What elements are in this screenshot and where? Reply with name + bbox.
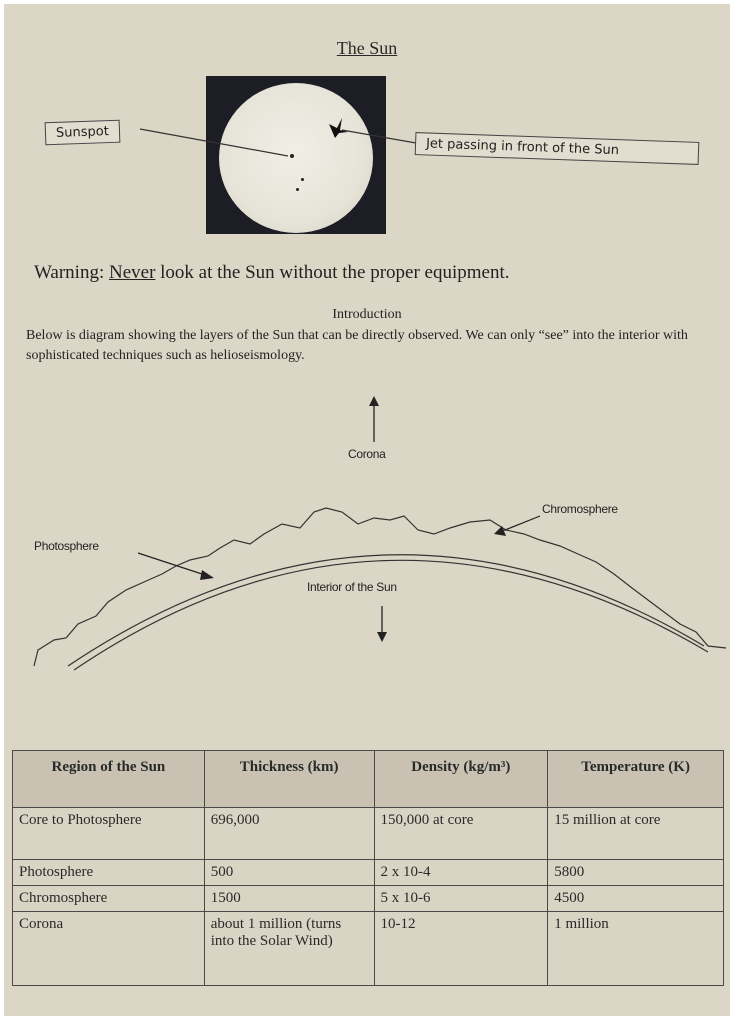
header-temperature: Temperature (K) [548, 751, 724, 808]
cell-temperature: 5800 [548, 860, 724, 886]
cell-density: 150,000 at core [374, 808, 548, 860]
intro-heading: Introduction [332, 307, 402, 322]
warning-emphasis: Never [108, 262, 156, 283]
corona-label: Corona [348, 447, 386, 461]
cell-temperature: 1 million [548, 912, 724, 986]
sunspot-label: Sunspot [45, 120, 121, 146]
interior-label: Interior of the Sun [307, 580, 397, 594]
worksheet-page [4, 4, 730, 1016]
warning-text: Warning: Never look at the Sun without the proper equipment. [34, 262, 510, 283]
intro-paragraph: Below is diagram showing the layers of the Sun that can be directly observed. We can only “see” into the interior with sophisticated techniques such as helioseismology. [26, 328, 688, 363]
interior-arrow-head [377, 632, 387, 642]
photosphere-pointer [138, 553, 208, 576]
header-region: Region of the Sun [13, 751, 205, 808]
table-row [13, 860, 724, 886]
cell-temperature: 4500 [548, 886, 724, 912]
cell-thickness: about 1 million (turns into the Solar Wind) [204, 912, 374, 986]
table-row [13, 886, 724, 912]
cell-region: Corona [13, 912, 205, 986]
photosphere-limb-outer [68, 555, 704, 666]
cell-region: Core to Photosphere [13, 808, 205, 860]
page-title: The Sun [336, 38, 398, 58]
cell-density: 2 x 10-4 [374, 860, 548, 886]
cell-thickness: 500 [204, 860, 374, 886]
header-thickness: Thickness (km) [204, 751, 374, 808]
photosphere-arrow-head [200, 570, 214, 580]
corona-arrow-head [369, 396, 379, 406]
jet-label: Jet passing in front of the Sun [415, 132, 700, 165]
jet-silhouette-icon [329, 118, 348, 138]
photosphere-label: Photosphere [34, 539, 99, 553]
cell-thickness: 1500 [204, 886, 374, 912]
sun-layers-table [12, 750, 724, 986]
cell-region: Photosphere [13, 860, 205, 886]
cell-density: 10-12 [374, 912, 548, 986]
table-row [13, 912, 724, 986]
cell-thickness: 696,000 [204, 808, 374, 860]
table-header-row [13, 751, 724, 808]
photosphere-limb-inner [74, 560, 708, 670]
cell-region: Chromosphere [13, 886, 205, 912]
sunspot-pointer-line [140, 129, 288, 156]
chromosphere-label: Chromosphere [542, 502, 618, 516]
chromosphere-pointer [500, 516, 540, 532]
cell-density: 5 x 10-6 [374, 886, 548, 912]
header-density: Density (kg/m³) [374, 751, 548, 808]
jet-pointer-line [342, 130, 416, 143]
cell-temperature: 15 million at core [548, 808, 724, 860]
sun-layers-diagram [4, 384, 730, 684]
table-row [13, 808, 724, 860]
chromosphere-arrow-head [494, 526, 506, 536]
